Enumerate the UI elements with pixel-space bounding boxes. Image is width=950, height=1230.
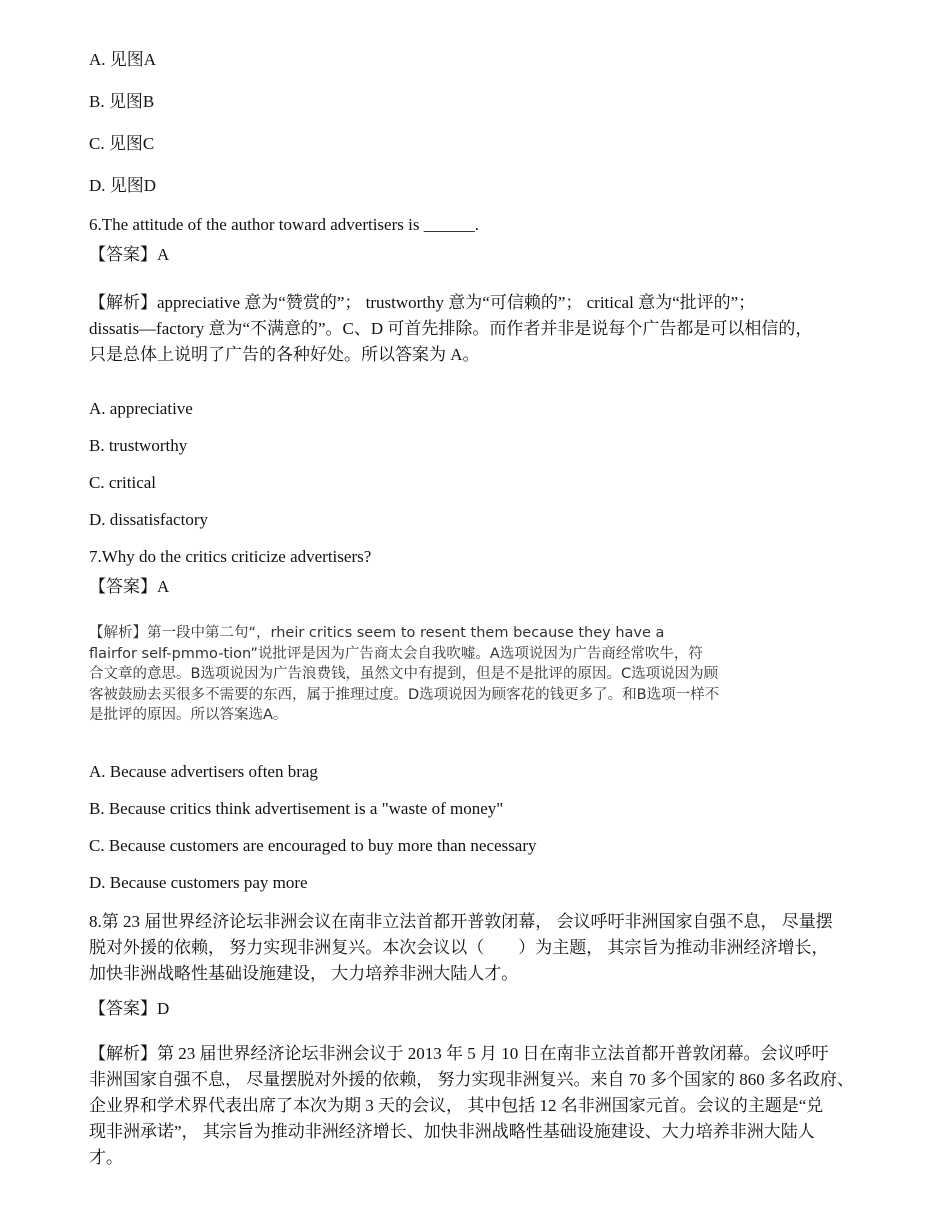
q6-option-b: B. trustworthy — [89, 436, 188, 455]
q7-analysis-line: 是批评的原因。所以答案选A。 — [89, 707, 288, 723]
q8-question — [89, 909, 904, 987]
q7-option-a: A. Because advertisers often brag — [89, 762, 318, 781]
q8-analysis-line: 才。 — [89, 1148, 123, 1167]
q7-analysis-line: 客被鼓励去买很多不需要的东西，属于推理过度。D选项说因为顾客花的钱更多了。和B选项一样不 — [89, 686, 720, 703]
q6-option-d: D. dissatisfactory — [89, 510, 208, 529]
q8-analysis — [89, 1041, 904, 1171]
q7-analysis-line: 【解析】第一段中第二句“，rheir critics seem to resent them because they have a — [89, 625, 665, 641]
q6-analysis-line: 只是总体上说明了广告的各种好处。所以答案为 A。 — [89, 345, 480, 364]
q8-question-line: 8.第 23 届世界经济论坛非洲会议在南非立法首都开普敦闭幕， 会议呼吁非洲国家自强不息， 尽量摆 — [89, 912, 833, 931]
q8-analysis-line: 企业界和学术界代表出席了本次为期 3 天的会议， 其中包括 12 名非洲国家元首。会议的主题是“兑 — [89, 1096, 824, 1115]
q8-analysis-line: 非洲国家自强不息， 尽量摆脱对外援的依赖， 努力实现非洲复兴。来自 70 多个国家的 860 多名政府、 — [89, 1070, 854, 1089]
q6-answer: 【答案】A — [89, 245, 170, 264]
q7-option-d: D. Because customers pay more — [89, 873, 308, 892]
q8-answer: 【答案】D — [89, 999, 170, 1018]
q7-option-c: C. Because customers are encouraged to buy more than necessary — [89, 836, 537, 855]
q6-question: 6.The attitude of the author toward advertisers is ______. — [89, 215, 479, 234]
q6-analysis — [89, 290, 904, 368]
q6-analysis-line: 【解析】appreciative 意为“赞赏的”； trustworthy 意为“可信赖的”； critical 意为“批评的”； — [89, 293, 756, 312]
q5-option-a: A. 见图A — [89, 50, 157, 69]
q6-option-c: C. critical — [89, 473, 157, 492]
q8-question-line: 加快非洲战略性基础设施建设， 大力培养非洲大陆人才。 — [89, 964, 519, 983]
q8-analysis-line: 现非洲承诺”， 其宗旨为推动非洲经济增长、加快非洲战略性基础设施建设、大力培养非洲大陆人 — [89, 1122, 815, 1141]
q5-option-d: D. 见图D — [89, 176, 157, 195]
q6-analysis-line: dissatis—factory 意为“不满意的”。C、D 可首先排除。而作者并非是说每个广告都是可以相信的， — [89, 319, 813, 338]
q7-analysis-line: flairfor self-pmmo-tion”说批评是因为广告商太会自我吹嘘。A选项说因为广告商经常吹牛，符 — [89, 645, 703, 662]
q7-analysis-line: 合文章的意思。B选项说因为广告浪费钱，虽然文中有提到，但是不是批评的原因。C选项说因为顾 — [89, 666, 719, 682]
q7-analysis — [89, 623, 904, 726]
q7-answer: 【答案】A — [89, 577, 170, 596]
q8-analysis-line: 【解析】第 23 届世界经济论坛非洲会议于 2013 年 5 月 10 日在南非立法首都开普敦闭幕。会议呼吁 — [89, 1044, 829, 1063]
q5-option-c: C. 见图C — [89, 134, 155, 153]
q7-option-b: B. Because critics think advertisement is a "waste of money" — [89, 799, 504, 818]
q8-question-line: 脱对外援的依赖， 努力实现非洲复兴。本次会议以（ ）为主题， 其宗旨为推动非洲经济增长， — [89, 938, 829, 957]
q5-option-b: B. 见图B — [89, 92, 155, 111]
q6-option-a: A. appreciative — [89, 399, 193, 418]
q7-question: 7.Why do the critics criticize advertisers? — [89, 547, 372, 566]
